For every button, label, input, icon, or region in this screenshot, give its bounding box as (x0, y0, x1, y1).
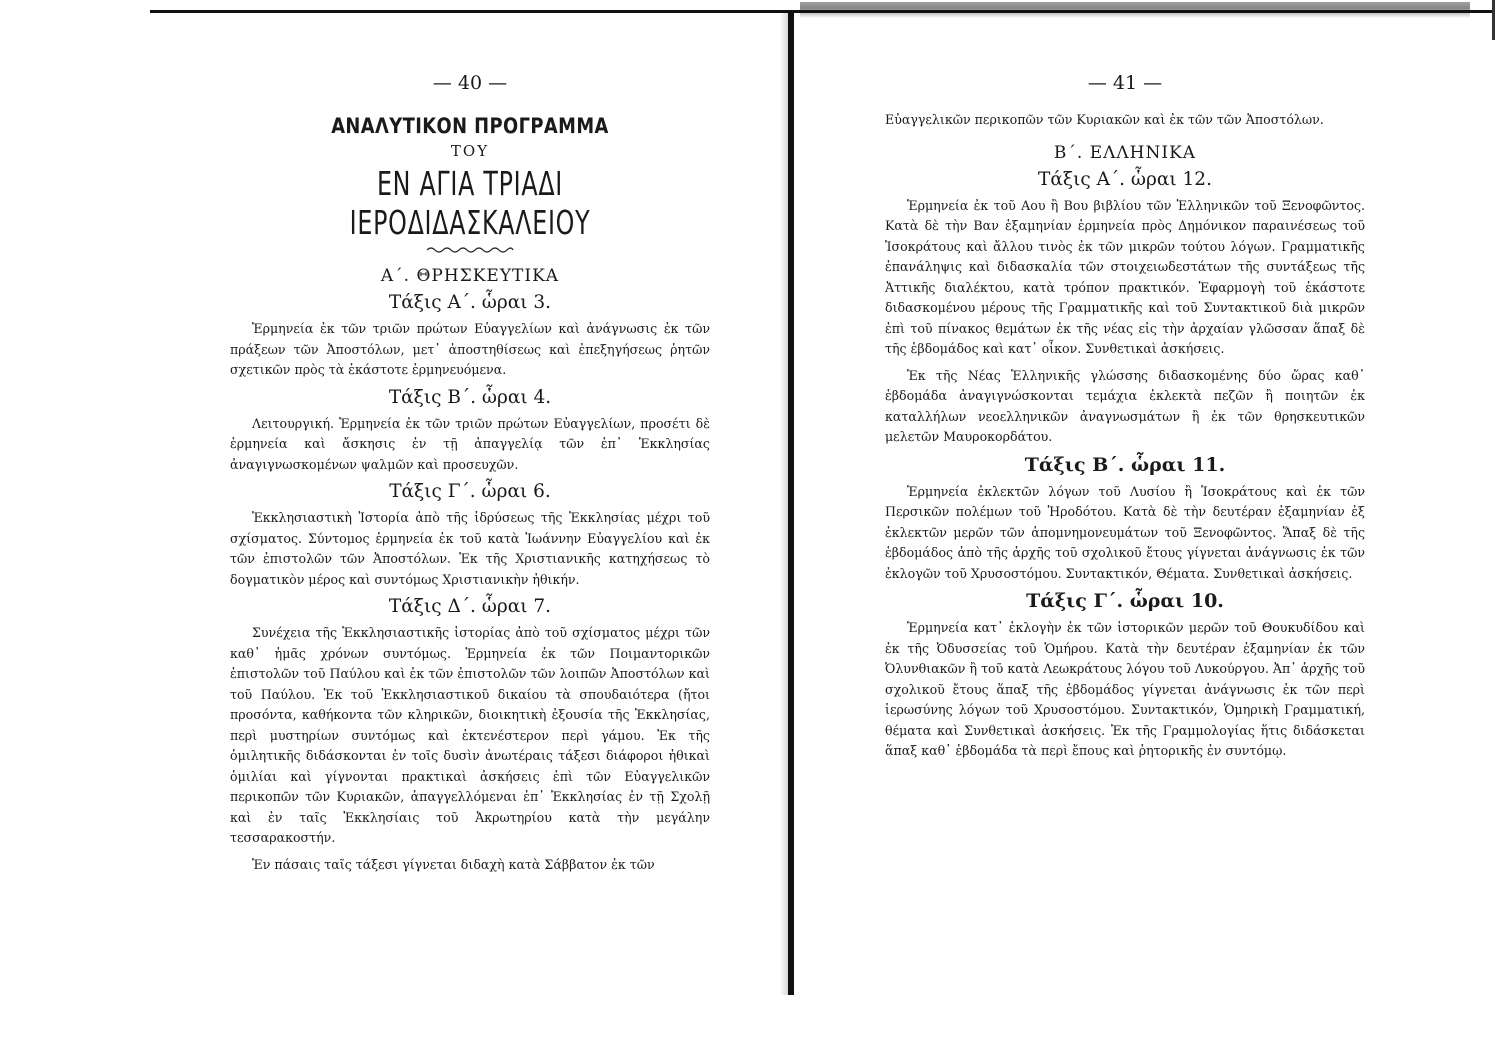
paragraph: Λειτουργική. Ἑρμηνεία ἐκ τῶν τριῶν πρώτων Εὐαγγελίων, προσέτι δὲ ἑρμηνεία καὶ ἄσκησις ἐν τῇ ἀπαγγελίᾳ τῶν ἐπ᾽ Ἐκκλησίας ἀναγιγνωσκομένων ψαλμῶν καὶ προσευχῶν. (230, 415, 710, 472)
class-heading: Τάξις Δ΄. ὧραι 7. (388, 596, 552, 617)
class-heading: Τάξις Β΄. ὧραι 4. (388, 386, 552, 408)
class-heading: Τάξις Γ΄. ὧραι 6. (389, 481, 551, 502)
continuation-paragraph: Εὐαγγελικῶν περικοπῶν τῶν Κυριακῶν καὶ ἐκ τῶν τῶν Ἀποστόλων. (885, 112, 1324, 127)
page-number: — 40 — (432, 72, 508, 94)
paragraph: Ἐκ τῆς Νέας Ἑλληνικῆς γλώσσης διδασκομένης δύο ὥρας καθ᾽ ἑβδομάδα ἀναγιγνώσκονται τεμάχια ἐκλεκτὰ πεζῶν ἢ ποιητῶν ἐκ καταλλήλων νεοελληνικῶν ἀναγνωσμάτων ἢ ἐκ τῶν θρησκευτικῶν μελετῶν Μαυροκορδάτου. (885, 367, 1365, 444)
paragraph: Ἐκκλησιαστικὴ Ἱστορία ἀπὸ τῆς ἱδρύσεως τῆς Ἐκκλησίας μέχρι τοῦ σχίσματος. Σύντομος ἑρμηνεία ἐκ τοῦ κατὰ Ἰωάννην Εὐαγγελίου καὶ ἐκ τῶν ἐπιστολῶν τῶν Ἀποστόλων. Ἐκ τῆς Χριστιανικῆς κατηχήσεως τὸ δογματικὸν μέρος καὶ συντόμως Χριστιανικὴν ἠθικήν. (230, 510, 710, 587)
paragraph: Συνέχεια τῆς Ἐκκλησιαστικῆς ἱστορίας ἀπὸ τοῦ σχίσματος μέχρι τῶν καθ᾽ ἡμᾶς χρόνων συντόμως. Ἑρμηνεία ἐκ τῶν Ποιμαντορικῶν ἐπιστολῶν τοῦ Παύλου καὶ ἐκ τῶν ἐπιστολῶν τῶν λοιπῶν Ἀποστόλων καὶ τοῦ Παύλου. Ἐκ τοῦ Ἐκκλησιαστικοῦ δικαίου τὰ σπουδαιότερα (ἤτοι προσόντα, καθήκοντα τῶν κληρικῶν, διοικητικὴ ἐξουσία τῆς Ἐκκλησίας, περὶ μυστηρίων συντόμως καὶ ἐκτενέστερον περὶ γάμου. Ἐκ τῆς ὁμιλητικῆς διδάσκονται ἐν τοῖς δυσὶν ἀνωτέραις τάξεσι διάφοροι ἠθικαὶ ὁμιλίαι καὶ γίγνονται πρακτικαὶ ἀσκήσεις ἐπὶ τῶν Εὐαγγελικῶν περικοπῶν τῶν Κυριακῶν, ἀπαγγελλόμεναι ἐπ᾽ Ἐκκλησίας ἐν τῇ Σχολῇ καὶ ἐν ταῖς Ἐκκλησίαις τοῦ Ἀκρωτηρίου κατὰ τὴν μεγάλην τεσσαρακοστήν. (230, 625, 710, 845)
left-page (230, 0, 710, 1057)
class-heading: Τάξις Α΄. ὧραι 3. (388, 292, 552, 313)
paragraph: Ἑρμηνεία κατ᾽ ἐκλογὴν ἐκ τῶν ἱστορικῶν μερῶν τοῦ Θουκυδίδου καὶ ἐκ τῆς Ὀδυσσείας τοῦ Ὁμήρου. Κατὰ τὴν δευτέραν ἑξαμηνίαν ἐκ τῶν Ὀλυνθιακῶν ἢ τοῦ κατὰ Λεωκράτους λόγου τοῦ Λυκούργου. Ἀπ᾽ ἀρχῆς τοῦ σχολικοῦ ἔτους ἅπαξ τῆς ἑβδομάδος γίγνεται ἀνάγνωσις ἐκ τῶν περὶ ἱερωσύνης λόγων τοῦ Χρυσοστόμου. Συντακτικόν, Ὁμηρικὴ Γραμματική, θέματα καὶ Συνθετικαὶ ἀσκήσεις. Ἐκ τῆς Γραμμολογίας ἥτις διδάσκεται ἅπαξ καθ᾽ ἑβδομάδα τὰ περὶ ἔπους καὶ ῥητορικῆς ἐν συντόμῳ. (885, 620, 1365, 758)
school-name: ΕΝ ΑΓΙΑ ΤΡΙΑΔΙ ΙΕΡΟΔΙΔΑΣΚΑΛΕΙΟΥ (349, 164, 591, 242)
document-title: ΑΝΑΛΥΤΙΚΟΝ ΠΡΟΓΡΑΜΜΑ (331, 114, 609, 138)
section-heading: Α΄. ΘΡΗΣΚΕΥΤΙΚΑ (380, 266, 560, 286)
class-heading: Τάξις Α΄. ὧραι 12. (1038, 168, 1212, 190)
page-number: — 41 — (1087, 72, 1163, 94)
section-heading: Β΄. ΕΛΛΗΝΙΚΑ (1053, 142, 1197, 163)
class-heading: Τάξις Β΄. ὧραι 11. (1024, 453, 1226, 476)
book-spine (788, 10, 794, 995)
paragraph: Ἑρμηνεία ἐκλεκτῶν λόγων τοῦ Λυσίου ἢ Ἰσοκράτους καὶ ἐκ τῶν Περσικῶν πολέμων τοῦ Ἡροδότου. Κατὰ δὲ τὴν δευτέραν ἑξαμηνίαν ἐξ ἐκλεκτῶν μερῶν τῶν ἀπομνημονευμάτων τοῦ Ξενοφῶντος. Ἅπαξ δὲ τῆς ἑβδομάδος ἀπὸ τῆς ἀρχῆς τοῦ σχολικοῦ ἔτους γίγνεται ἀνάγνωσις ἐκ τῶν ἐκλογῶν τοῦ Χρυσοστόμου. Συντακτικόν, Θέματα. Συνθετικαὶ ἀσκήσεις. (885, 483, 1365, 581)
class-heading: Τάξις Γ΄. ὧραι 10. (1026, 590, 1224, 612)
paragraph: Ἑρμηνεία ἐκ τοῦ Αου ἢ Βου βιβλίου τῶν Ἑλληνικῶν τοῦ Ξενοφῶντος. Κατὰ δὲ τὴν Βαν ἑξαμηνίαν ἑρμηνεία πρὸς Δημόνικον παραινέσεως τοῦ Ἰσοκράτους καὶ ἄλλου τινὸς ἐκ τῶν μικρῶν τούτου λόγων. Γραμματικῆς ἐπανάληψις καὶ διδασκαλία τῶν στοιχειωδεστάτων τῆς συντάξεως τῆς Ἀττικῆς διαλέκτου, κατὰ τρόπον πρακτικόν. Ἐφαρμογὴ τοῦ ἑκάστοτε διδασκομένου μέρους τῆς Γραμματικῆς καὶ τοῦ Συντακτικοῦ διὰ μικρῶν ἐπὶ τοῦ πίνακος θεμάτων ἐκ τῆς νέας εἰς τὴν ἀρχαίαν γλῶσσαν ἅπαξ δὲ τῆς ἑβδομάδος καὶ κατ᾽ οἶκον. Συνθετικαὶ ἀσκήσεις. (885, 197, 1365, 356)
right-page (885, 0, 1365, 1057)
spine-shadow (780, 10, 788, 995)
page-edge (1492, 0, 1495, 40)
paragraph: Ἑρμηνεία ἐκ τῶν τριῶν πρώτων Εὐαγγελίων καὶ ἀνάγνωσις ἐκ τῶν πράξεων τῶν Ἀποστόλων, μετ᾽ ἀποστηθίσεως καὶ ἐπεξηγήσεως ῥητῶν σχετικῶν πρὸς τὰ ἑκάστοτε ἑρμηνευόμενα. (230, 321, 710, 377)
title-connector: ΤΟΥ (450, 142, 490, 160)
closing-paragraph: Ἐν πάσαις ταῖς τάξεσι γίγνεται διδαχὴ κατὰ Σάββατον ἐκ τῶν (252, 856, 655, 872)
ornament-squiggle (425, 246, 515, 254)
